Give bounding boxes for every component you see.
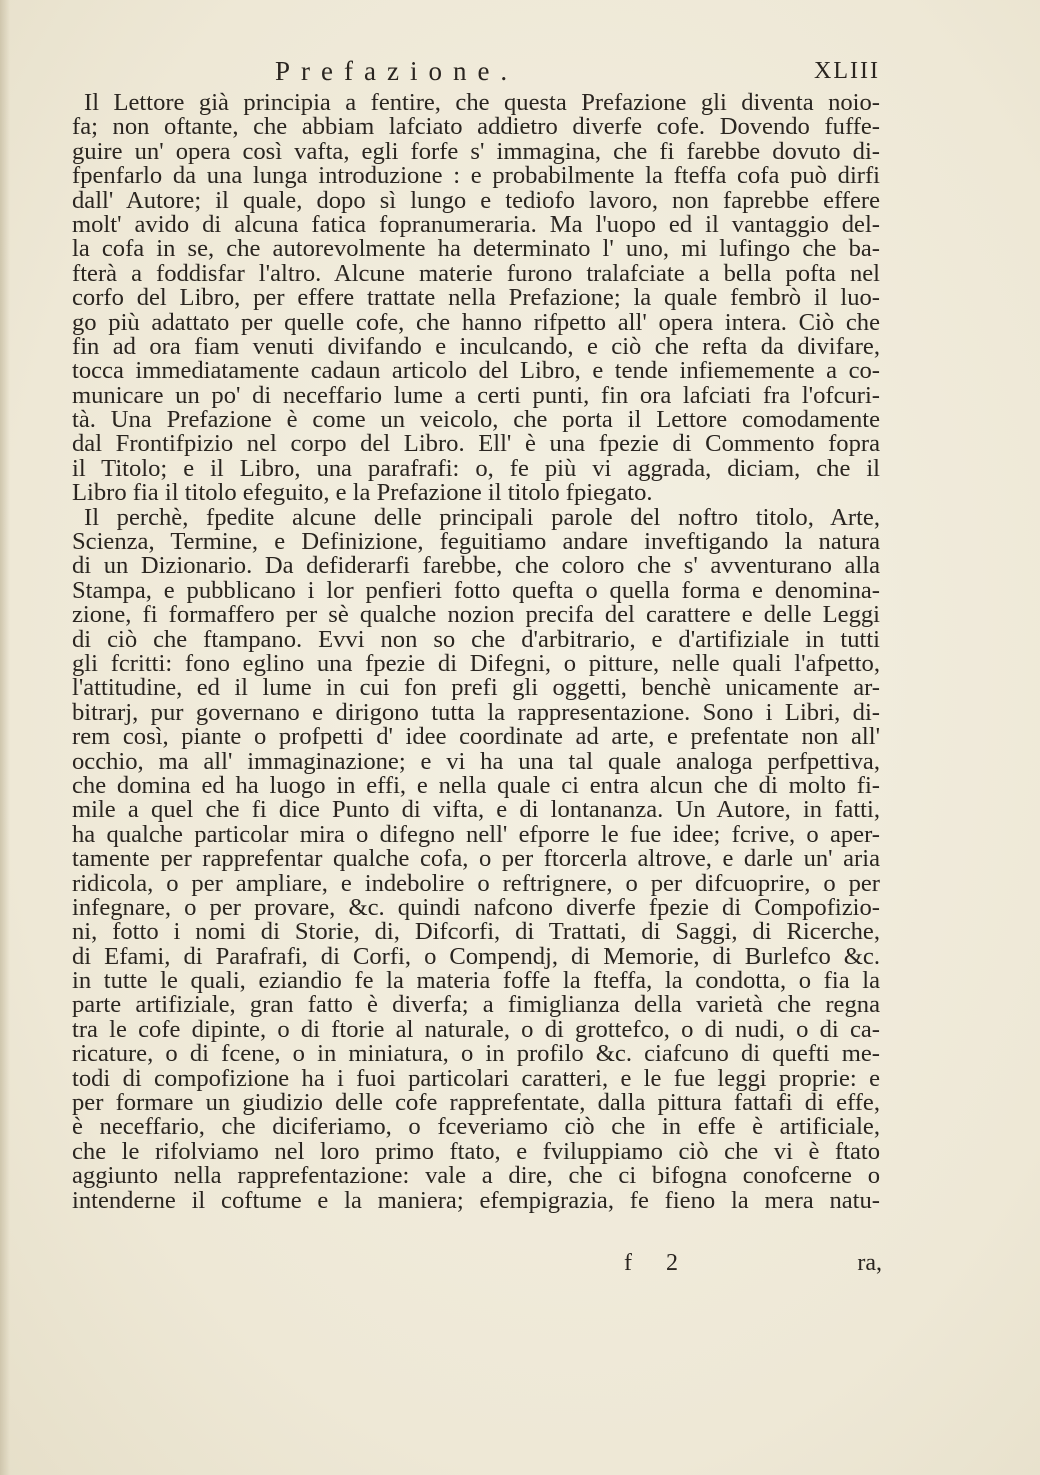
text-line: per formare un giudizio delle cofe rapprefentate, dalla pittura fattafi di effe, xyxy=(72,1091,880,1116)
text-line: Stampa, e pubblicano i lor penfieri fotto quefta o quella forma e denomina- xyxy=(72,578,880,604)
text-line: molt' avido di alcuna fatica fopranumeraria. Ma l'uopo ed il vantaggio del- xyxy=(72,212,880,238)
text-line: todi di compofizione ha i fuoi particolari caratteri, e le fue leggi proprie: e xyxy=(72,1066,880,1092)
text-line: ni, fotto i nomi di Storie, di, Difcorfi, di Trattati, di Saggi, di Ricerche, xyxy=(72,920,880,945)
text-line: Il Lettore già principia a fentire, che questa Prefazione gli diventa noio- xyxy=(84,91,880,116)
text-line: municare un po' di neceffario lume a certi punti, fin ora lafciati fra l'ofcuri- xyxy=(72,383,880,409)
text-line: l'attitudine, ed il lume in cui fon prefi gli oggetti, benchè unicamente ar- xyxy=(72,676,880,701)
text-line: dal Frontifpizio nel corpo del Libro. Ell' è una fpezie di Commento fopra xyxy=(72,432,880,457)
text-line: tra le cofe dipinte, o di ftorie al naturale, o di grottefco, o di nudi, o di ca- xyxy=(72,1017,880,1043)
text-line: tamente per rapprefentar qualche cofa, o per ftorcerla altrove, e darle un' aria xyxy=(72,847,880,872)
text-line: intenderne il coftume e la maniera; efempigrazia, fe fieno la mera natu- xyxy=(72,1188,880,1213)
text-line: dall' Autore; il quale, dopo sì lungo e tediofo lavoro, non faprebbe effere xyxy=(72,188,880,213)
text-line: il Titolo; e il Libro, una parafrafi: o, fe più vi aggrada, diciam, che il xyxy=(72,456,880,482)
text-line: gli fcritti: fono eglino una fpezie di Difegni, o pitture, nelle quali l'afpetto, xyxy=(72,651,880,677)
text-line: mile a quel che fi dice Punto di vifta, e di lontananza. Un Autore, in fatti, xyxy=(72,798,880,823)
text-line: fpenfarlo da una lunga introduzione : e probabilmente la fteffa cofa può dirfi xyxy=(72,164,880,189)
text-line: di ciò che ftampano. Evvi non so che d'arbitrario, e d'artifiziale in tutti xyxy=(72,627,880,652)
text-line: in tutte le quali, eziandio fe la materia foffe la fteffa, la condotta, o fia la xyxy=(72,969,880,994)
text-line: che domina ed ha luogo in effi, e nella quale ci entra alcun che di molto fi- xyxy=(72,773,880,799)
page-header xyxy=(80,56,880,90)
text-line: fterà a foddisfar l'altro. Alcune materie furono tralafciate a bella pofta nel xyxy=(72,261,880,287)
text-line: aggiunto nella rapprefentazione: vale a dire, che ci bifogna conofcerne o xyxy=(72,1164,880,1189)
text-line: di Efami, di Parafrafi, di Corfi, o Compendj, di Memorie, di Burlefco &c. xyxy=(72,944,880,970)
gutter-shadow xyxy=(0,0,10,1475)
text-line: tà. Una Prefazione è come un veicolo, che porta il Lettore comodamente xyxy=(72,408,880,433)
text-line: Scienza, Termine, e Definizione, feguitiamo andare inveftigando la natura xyxy=(72,530,880,555)
page-footer xyxy=(600,1250,882,1276)
text-line: parte artifiziale, gran fatto è diverfa; a fimiglianza della varietà che regna xyxy=(72,993,880,1018)
catchword: ra, xyxy=(857,1250,882,1276)
running-head: Prefazione. xyxy=(275,56,519,86)
text-line: ha qualche particolar mira o difegno nell' efporre le fue idee; fcrive, o aper- xyxy=(72,822,880,848)
text-line: bitrarj, pur governano e dirigono tutta la rappresentazione. Sono i Libri, di- xyxy=(72,700,880,726)
signature-mark: f 2 xyxy=(624,1250,692,1276)
text-line: è neceffario, che diciferiamo, o fceveriamo ciò che in effe è artificiale, xyxy=(72,1115,880,1140)
text-line: Libro fia il titolo efeguito, e la Prefazione il titolo fpiegato. xyxy=(72,481,653,506)
text-line: rem così, piante o profpetti d' idee coordinate ad arte, e prefentate non all' xyxy=(72,725,880,750)
text-line: ridicola, o per ampliare, e indebolire o reftrignere, o per difcuoprire, o per xyxy=(72,871,880,896)
text-line: di un Dizionario. Da defiderarfi farebbe, che coloro che s' avventurano alla xyxy=(72,554,880,579)
text-line: la cofa in se, che autorevolmente ha determinato l' uno, mi lufingo che ba- xyxy=(72,237,880,262)
text-line: infegnare, o per provare, &c. quindi nafcono diverfe fpezie di Compofizio- xyxy=(72,895,880,921)
text-line: fa; non oftante, che abbiam lafciato addietro diverfe cofe. Dovendo fuffe- xyxy=(72,115,880,140)
body-text xyxy=(72,91,880,1213)
page-number: XLIII xyxy=(814,58,880,84)
text-line: tocca immediatamente cadaun articolo del Libro, e tende infiememente a co- xyxy=(72,359,880,384)
text-line: ricature, o di fcene, o in miniatura, o in profilo &c. ciafcuno di quefti me- xyxy=(72,1042,880,1067)
text-line: zione, fi formaffero per sè qualche nozion precifa del carattere e delle Leggi xyxy=(72,603,880,628)
text-line: Il perchè, fpedite alcune delle principali parole del noftro titolo, Arte, xyxy=(84,505,880,531)
text-line: fin ad ora fiam venuti divifando e inculcando, e ciò che refta da divifare, xyxy=(72,334,880,360)
text-line: corfo del Libro, per effere trattate nella Prefazione; la quale fembrò il luo- xyxy=(72,286,880,311)
text-line: go più adattato per quelle cofe, che hanno rifpetto all' opera intera. Ciò che xyxy=(72,310,880,335)
text-line: occhio, ma all' immaginazione; e vi ha una tal quale analoga perfpettiva, xyxy=(72,749,880,774)
text-line: guire un' opera così vafta, egli forfe s' immagina, che fi farebbe dovuto di- xyxy=(72,139,880,165)
text-line: che le rifolviamo nel loro primo ftato, e fviluppiamo ciò che vi è ftato xyxy=(72,1139,880,1165)
